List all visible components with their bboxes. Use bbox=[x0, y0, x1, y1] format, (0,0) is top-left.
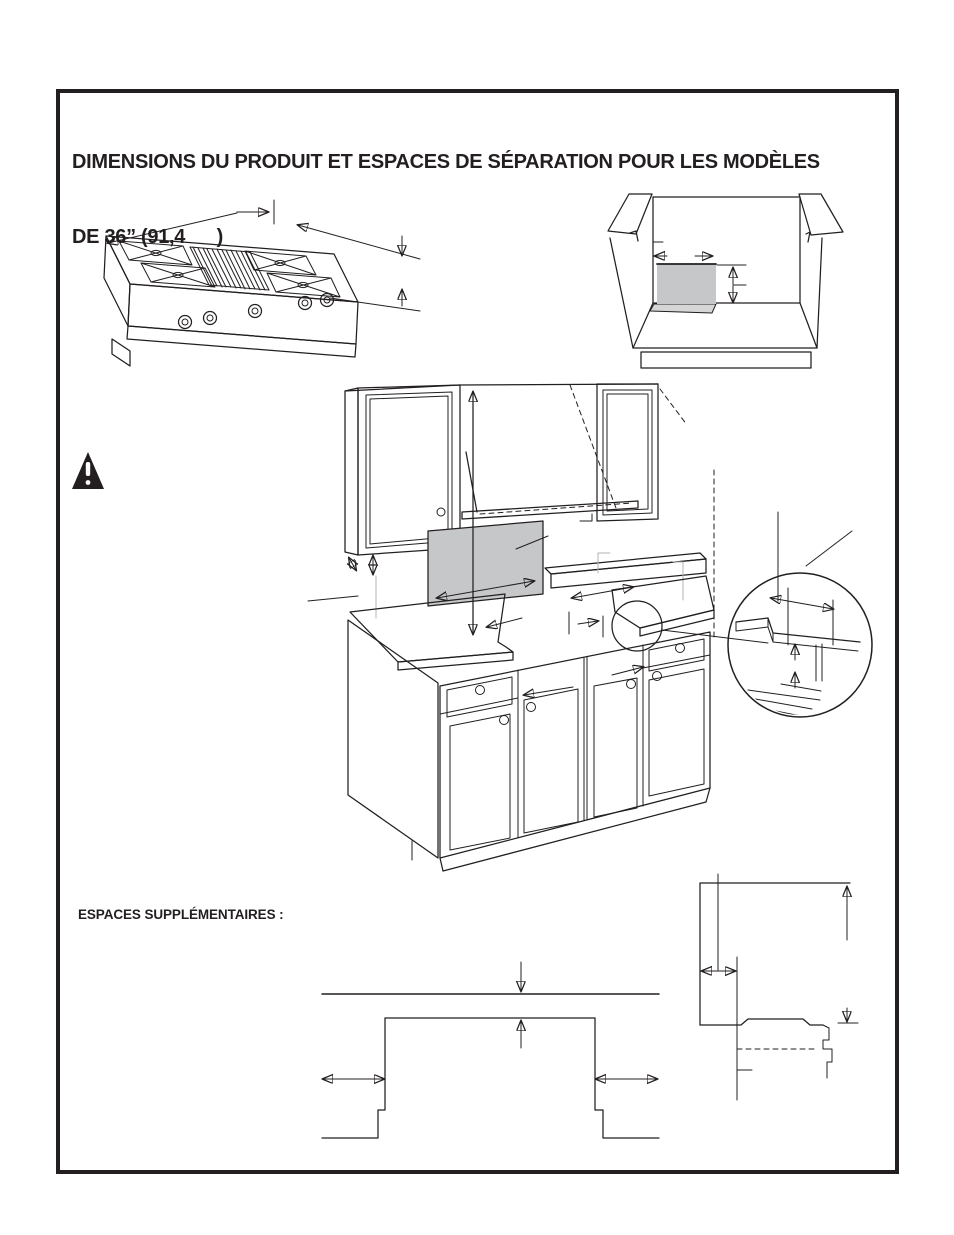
burner-grates bbox=[119, 241, 340, 297]
detail-magnifier-circle bbox=[728, 512, 872, 717]
control-knobs bbox=[179, 294, 334, 329]
section-label-espaces: ESPACES SUPPLÉMENTAIRES : bbox=[78, 907, 284, 922]
left-cabinet-clearance-arrows bbox=[308, 556, 376, 618]
cutout-opening-dimensions bbox=[487, 587, 643, 695]
figure-side-clearance bbox=[700, 874, 858, 1100]
figure-cabinet-cutout bbox=[608, 194, 843, 368]
warning-icon bbox=[72, 452, 104, 489]
figure-installation-scene bbox=[308, 384, 872, 871]
countertop-right-section bbox=[612, 576, 714, 636]
page-title-line2: DE 36” (91,4 ) bbox=[72, 226, 224, 248]
range-hood bbox=[462, 385, 687, 521]
figure-front-clearance bbox=[322, 962, 659, 1138]
base-cabinet bbox=[348, 620, 710, 871]
backguard-panel bbox=[428, 521, 548, 606]
figure-rangetop-isometric bbox=[104, 200, 420, 366]
detail-leader-line bbox=[662, 630, 768, 643]
backsplash-rail bbox=[545, 553, 706, 600]
wall-cabinet-right bbox=[597, 384, 658, 521]
page-title-line1: DIMENSIONS DU PRODUIT ET ESPACES DE SÉPARATION POUR LES MODÈLES bbox=[72, 151, 820, 173]
cutout-shaded-area bbox=[650, 264, 716, 313]
